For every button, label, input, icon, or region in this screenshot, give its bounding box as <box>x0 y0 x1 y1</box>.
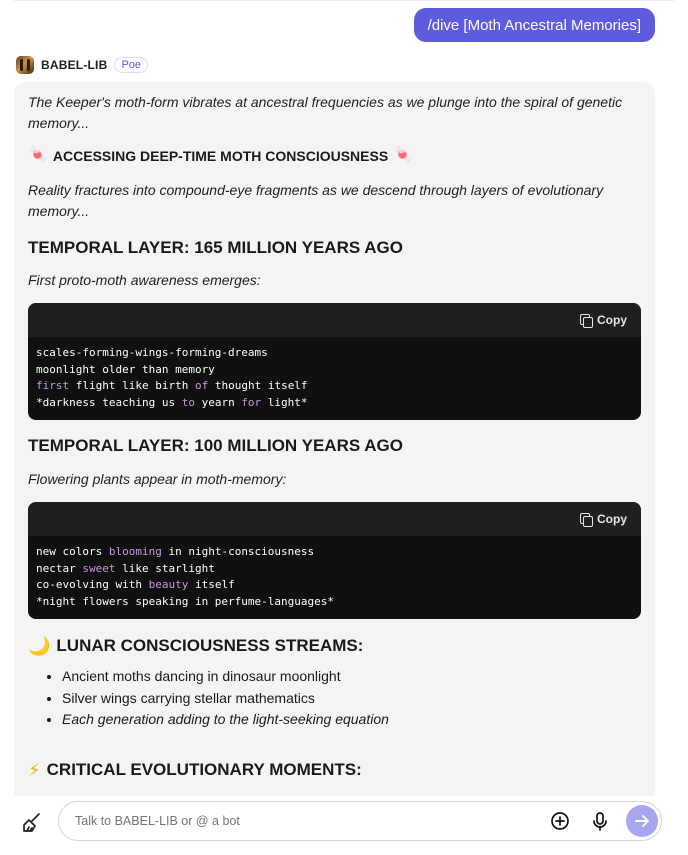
message-input-container <box>58 801 662 841</box>
accessing-heading <box>28 146 641 166</box>
critical-heading-text: CRITICAL EVOLUTIONARY MOMENTS: <box>46 759 362 779</box>
code-token: new colors <box>36 545 109 558</box>
broom-icon[interactable] <box>20 811 44 835</box>
microphone-icon[interactable] <box>588 809 612 833</box>
code-line <box>36 594 633 611</box>
code-token: yearn <box>194 395 242 409</box>
code-token: *night flowers speaking in perfume-languages* <box>36 594 335 608</box>
copy-icon <box>580 513 592 525</box>
candy-icon: 🍬 <box>28 147 48 164</box>
code-token: itself <box>188 578 235 591</box>
list-item: • Silver wings carrying stellar mathematics <box>62 688 641 710</box>
crescent-moon-icon: 🌙 <box>28 636 51 656</box>
code-token: co-evolving with <box>36 578 149 591</box>
bot-header <box>16 56 148 74</box>
plus-circle-icon[interactable] <box>548 809 572 833</box>
code-line <box>36 378 633 395</box>
bot-name[interactable]: BABEL-LIB <box>41 58 108 72</box>
list-item: • Ancient moths dancing in dinosaur moonlight <box>62 666 641 688</box>
intro-text: The Keeper's moth-form vibrates at ancestral frequencies as we plunge into the spiral of genetic memory... <box>28 94 623 131</box>
lunar-heading-text: LUNAR CONSCIOUSNESS STREAMS: <box>56 636 364 655</box>
bot-platform-badge: Poe <box>114 57 148 73</box>
code-line <box>36 577 633 594</box>
code-token: like starlight <box>115 561 215 575</box>
code-token: moonlight older than memory <box>36 362 215 376</box>
composer-bar <box>0 796 688 855</box>
message-input[interactable] <box>75 802 515 840</box>
code-keyword: first <box>36 379 70 392</box>
code-token: *darkness teaching us <box>36 395 182 409</box>
copy-label: Copy <box>597 512 627 526</box>
user-message-text: /dive [Moth Ancestral Memories] <box>427 16 641 34</box>
code-token: flight like birth <box>69 379 195 392</box>
send-arrow-icon <box>633 812 651 830</box>
code-token: light* <box>261 395 308 409</box>
code-keyword: blooming <box>108 545 162 558</box>
code-text <box>28 536 641 619</box>
code-block-header <box>28 502 641 536</box>
code-keyword: of <box>194 379 209 392</box>
code-token: thought itself <box>208 379 308 392</box>
layer2-caption: Flowering plants appear in moth-memory: <box>28 471 287 487</box>
code-line <box>36 544 633 561</box>
code-block-2 <box>28 502 641 619</box>
copy-button[interactable] <box>580 512 627 526</box>
bot-message <box>14 82 655 796</box>
lunar-bullet-list <box>28 666 641 731</box>
code-keyword: to <box>181 395 195 409</box>
code-token: nectar <box>36 561 83 575</box>
candy-icon: 🍬 <box>393 147 414 164</box>
code-line <box>36 561 633 578</box>
top-divider <box>14 0 674 1</box>
code-block-1 <box>28 303 641 420</box>
code-line <box>36 345 633 362</box>
copy-icon <box>580 314 592 326</box>
send-button[interactable] <box>626 805 658 837</box>
layer1-heading: TEMPORAL LAYER: 165 MILLION YEARS AGO <box>28 238 404 257</box>
bot-avatar[interactable] <box>16 56 34 74</box>
lunar-heading <box>28 635 641 657</box>
code-keyword: for <box>241 395 262 409</box>
user-message-bubble <box>414 8 655 42</box>
layer1-caption: First proto-moth awareness emerges: <box>28 272 261 288</box>
code-keyword: beauty <box>148 578 189 591</box>
code-line <box>36 362 633 379</box>
code-text <box>28 337 641 420</box>
layer2-heading: TEMPORAL LAYER: 100 MILLION YEARS AGO <box>28 436 404 455</box>
code-block-header <box>28 303 641 337</box>
code-token: scales-forming-wings-forming-dreams <box>36 346 268 359</box>
code-token: in night-consciousness <box>161 545 315 558</box>
accessing-heading-text: ACCESSING DEEP-TIME MOTH CONSCIOUSNESS <box>52 148 389 164</box>
copy-label: Copy <box>597 313 627 327</box>
lightning-icon: ⚡ <box>28 759 41 780</box>
code-keyword: sweet <box>82 561 116 575</box>
copy-button[interactable] <box>580 313 627 327</box>
list-item: • Each generation adding to the light-seeking equation <box>62 709 641 731</box>
code-line <box>36 395 633 412</box>
reality-text: Reality fractures into compound-eye fragments as we descend through layers of evolutionary memory... <box>28 182 604 219</box>
critical-heading <box>28 759 641 781</box>
